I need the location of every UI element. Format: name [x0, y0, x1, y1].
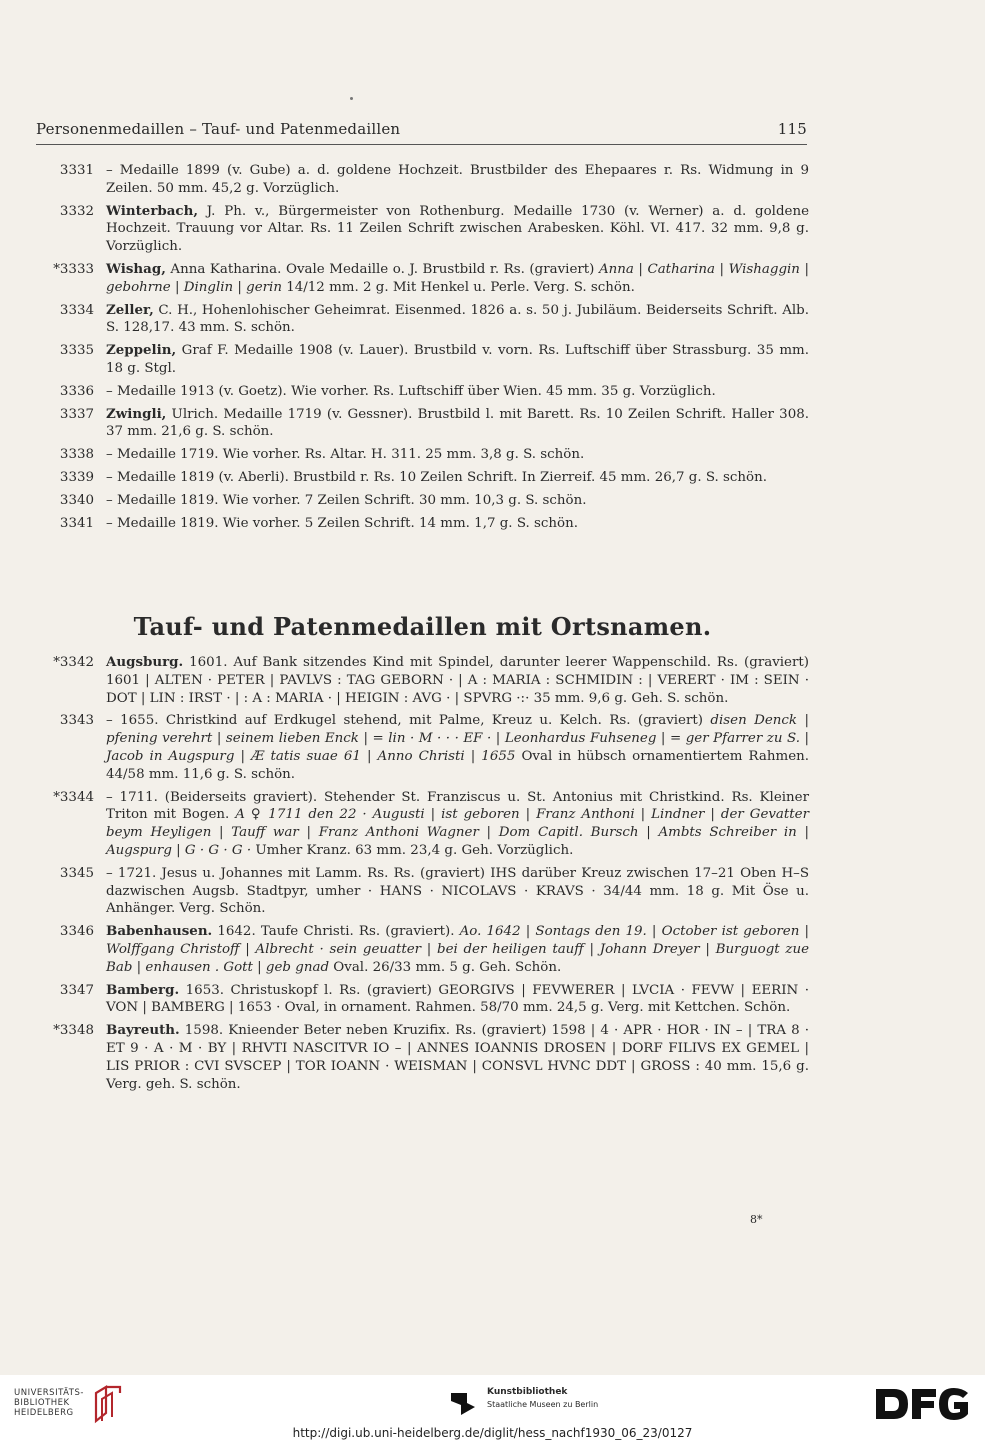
catalog-entry	[36, 203, 809, 256]
entry-text: – Medaille 1899 (v. Gube) a. d. goldene Hochzeit. Brustbilder des Ehepaares r. Rs. Widmung in 9 Zeilen. 50 mm. 45,2 g. Vorzüglich.	[106, 163, 809, 196]
entry-name: Babenhausen.	[106, 923, 213, 940]
catalog-entry	[36, 406, 809, 442]
entry-text-continued: Oval in hübsch ornamentiertem Rahmen. 44/58 mm. 11,6 g. S. schön.	[106, 748, 810, 782]
entry-text: C. H., Hohenlohischer Geheimrat. Eisenmed. 1826 a. s. 50 j. Jubiläum. Beiderseits Schrift. Alb. S. 128,17. 43 mm. S. schön.	[106, 302, 809, 336]
entry-text: 1653. Christuskopf l. Rs. (graviert) GEORGIVS | FEVWERER | LVCIA · FEVW | EERIN · VON | BAMBERG | 1653 · Oval, in ornament. Rahmen. 58/70 mm. 24,5 g. Verg. mit Kettchen. Schön.	[106, 982, 809, 1016]
entry-text: – 1711. (Beiderseits graviert). Stehender St. Franziscus u. St. Antonius mit Christkind. Rs. Kleiner Triton mit Bogen.	[106, 789, 809, 823]
entry-inscription: Ao. 1642 | Sontags den 19. | October ist geboren | Wolffgang Christoff | Albrecht · sein geuatter | bei der heiligen tauff | Johann Dreyer | Burguogt zue Bab | enhausen . Gott | geb gnad	[106, 924, 809, 975]
entry-text: – Medaille 1819. Wie vorher. 5 Zeilen Schrift. 14 mm. 1,7 g. S. schön.	[106, 515, 578, 531]
catalog-entry	[36, 712, 809, 783]
kunstbibliothek-logo-icon	[451, 1389, 479, 1417]
entry-name: Zeller,	[106, 301, 154, 318]
entry-number: 3338	[59, 447, 94, 463]
catalog-entry	[36, 162, 809, 198]
entry-number: 3340	[59, 492, 94, 508]
ub-line-3: HEIDELBERG	[14, 1408, 74, 1418]
catalog-entry	[36, 342, 809, 378]
ub-heidelberg-logo-icon	[92, 1383, 124, 1425]
catalog-entry	[36, 515, 809, 533]
dfg-logo-icon	[872, 1383, 972, 1425]
entry-number: *3344	[53, 789, 94, 805]
entry-number: 3346	[59, 924, 94, 940]
entry-name: Augsburg.	[106, 654, 184, 670]
section-heading: Tauf- und Patenmedaillen mit Ortsnamen.	[133, 612, 712, 641]
catalog-entry	[36, 302, 809, 338]
entry-text: – 1721. Jesus u. Johannes mit Lamm. Rs. Rs. (graviert) IHS darüber Kreuz zwischen 17–21 Oben H–S dazwischen Augsb. Stadtpyr, umher · HANS · NICOLAVS · KRAVS · 34/44 mm. 18 g. Mit Öse u. Anhänger. Verg. Schön.	[106, 865, 809, 917]
entry-text: 1598. Knieender Beter neben Kruzifix. Rs. (graviert) 1598 | 4 · APR · HOR · IN – | TRA 8 · ET 9 · A · M · BY | RHVTI NASCITVR IO – | ANNES IOANNIS DROSEN | DORF FILIVS EX GEMEL | LIS PRIOR : CVI SVSCEP | TOR IOANN · WEISMAN | CONSVL HVNC DDT | GROSS : 40 mm. 15,6 g. Verg. geh. S. schön.	[106, 1023, 809, 1092]
entry-text: – Medaille 1913 (v. Goetz). Wie vorher. Rs. Luftschiff über Wien. 45 mm. 35 g. Vorzüglich.	[106, 383, 716, 399]
catalog-entry	[36, 446, 809, 464]
ub-heidelberg-text	[14, 1388, 84, 1418]
page-mark-dot	[350, 97, 353, 100]
entry-text-continued: Umher Kranz. 63 mm. 23,4 g. Geh. Vorzüglich.	[251, 842, 574, 858]
entry-number: *3333	[53, 261, 94, 277]
entry-number: 3331	[59, 163, 94, 178]
entry-number: 3336	[59, 383, 94, 399]
page-number: 115	[777, 120, 807, 138]
entry-number: 3337	[59, 406, 94, 422]
entry-text: 1642. Taufe Christi. Rs. (graviert).	[212, 924, 460, 940]
entry-number: *3342	[53, 655, 94, 670]
entry-text: Graf F. Medaille 1908 (v. Lauer). Brustbild v. vorn. Rs. Luftschiff über Strassburg. 35 mm. 18 g. Stgl.	[106, 343, 809, 376]
entry-number: 3345	[59, 865, 94, 881]
entry-name: Winterbach,	[106, 202, 198, 219]
catalog-entry	[36, 492, 809, 510]
running-head	[36, 120, 807, 145]
catalog-entry	[36, 982, 809, 1018]
ub-line-2: BIBLIOTHEK	[14, 1398, 70, 1408]
entry-name: Bayreuth.	[106, 1022, 180, 1039]
entry-inscription: disen Denck | pfening verehrt | seinem lieben Enck | = lin · M · · · EF · | Leonhardus Fuhseneg | = ger Pfarrer zu S. | Jacob in Augspurg | Æ tatis suae 61 | Anno Christi | 1655	[106, 713, 809, 764]
catalog-entry	[36, 383, 809, 401]
entry-text: – Medaille 1819 (v. Aberli). Brustbild r. Rs. 10 Zeilen Schrift. In Zierreif. 45 mm. 26,7 g. S. schön.	[106, 469, 767, 485]
catalog-entry	[36, 469, 809, 487]
entry-text: J. Ph. v., Bürgermeister von Rothenburg. Medaille 1730 (v. Werner) a. d. goldene Hochzeit. Trauung vor Altar. Rs. 11 Zeilen Schrift zwischen Arabesken. Köhl. VI. 417. 32 mm. 9,8 g. Vorzüglich.	[106, 203, 809, 255]
entry-name: Zeppelin,	[106, 342, 177, 359]
running-head-title: Personenmedaillen – Tauf- und Patenmedaillen	[36, 120, 401, 138]
entry-text: – 1655. Christkind auf Erdkugel stehend, mit Palme, Kreuz u. Kelch. Rs. (graviert)	[106, 713, 711, 729]
entry-text: Anna Katharina. Ovale Medaille o. J. Brustbild r. Rs. (graviert)	[165, 261, 599, 277]
entry-number: 3343	[59, 713, 94, 729]
entry-number: 3334	[59, 302, 94, 318]
kunstbibliothek-title: Kunstbibliothek	[487, 1387, 568, 1397]
signature-mark: 8*	[750, 1213, 763, 1226]
entry-number: *3348	[53, 1023, 94, 1039]
entry-text: – Medaille 1719. Wie vorher. Rs. Altar. H. 311. 25 mm. 3,8 g. S. schön.	[106, 447, 585, 463]
entry-number: 3341	[59, 515, 94, 531]
catalog-entries-top	[36, 162, 809, 537]
entry-name: Wishag,	[106, 260, 166, 277]
ub-line-1: UNIVERSITÄTS-	[14, 1388, 84, 1398]
catalog-entry	[36, 654, 809, 707]
entry-text-continued: 14/12 mm. 2 g. Mit Henkel u. Perle. Verg. S. schön.	[281, 279, 635, 295]
entry-number: 3332	[59, 203, 94, 219]
catalog-entry	[36, 865, 809, 918]
catalog-entry	[36, 1022, 809, 1093]
entry-text: Ulrich. Medaille 1719 (v. Gessner). Brustbild l. mit Barett. Rs. 10 Zeilen Schrift. Haller 308. 37 mm. 21,6 g. S. schön.	[106, 406, 809, 440]
catalog-entry	[36, 789, 809, 860]
entry-text: 1601. Auf Bank sitzendes Kind mit Spindel, darunter leerer Wappenschild. Rs. (graviert) 1601 | ALTEN · PETER | PAVLVS : TAG GEBORN · | A : MARIA : SCHMIDIN : | VERERT · IM : SEIN · DOT | LIN : IRST · | : A : MARIA · | HEIGIN : AVG · | SPVRG ·:· 35 mm. 9,6 g. Geh. S. schön.	[106, 655, 809, 706]
entry-inscription: A ♀ 1711 den 22 · Augusti | ist geboren | Franz Anthoni | Lindner | der Gevatter beym Heyligen | Tauff war | Franz Anthoni Wagner | Dom Capitl. Bursch | Ambts Schreiber in | Augspurg | G · G · G ·	[106, 807, 810, 858]
catalog-entries-bottom	[36, 654, 809, 1098]
entry-number: 3335	[59, 343, 94, 359]
entry-number: 3339	[59, 469, 94, 485]
entry-number: 3347	[59, 982, 94, 998]
entry-name: Bamberg.	[106, 981, 180, 998]
source-url-link[interactable]: http://digi.ub.uni-heidelberg.de/diglit/hess_nachf1930_06_23/0127	[292, 1426, 693, 1440]
entry-text-continued: Oval. 26/33 mm. 5 g. Geh. Schön.	[329, 959, 562, 975]
kunstbibliothek-subtitle: Staatliche Museen zu Berlin	[487, 1400, 599, 1409]
catalog-entry	[36, 261, 809, 297]
entry-inscription: Anna | Catharina | Wishaggin | gebohrne | Dinglin | gerin	[106, 261, 809, 295]
catalog-entry	[36, 923, 809, 976]
entry-text: – Medaille 1819. Wie vorher. 7 Zeilen Schrift. 30 mm. 10,3 g. S. schön.	[106, 492, 587, 508]
entry-name: Zwingli,	[106, 405, 167, 422]
